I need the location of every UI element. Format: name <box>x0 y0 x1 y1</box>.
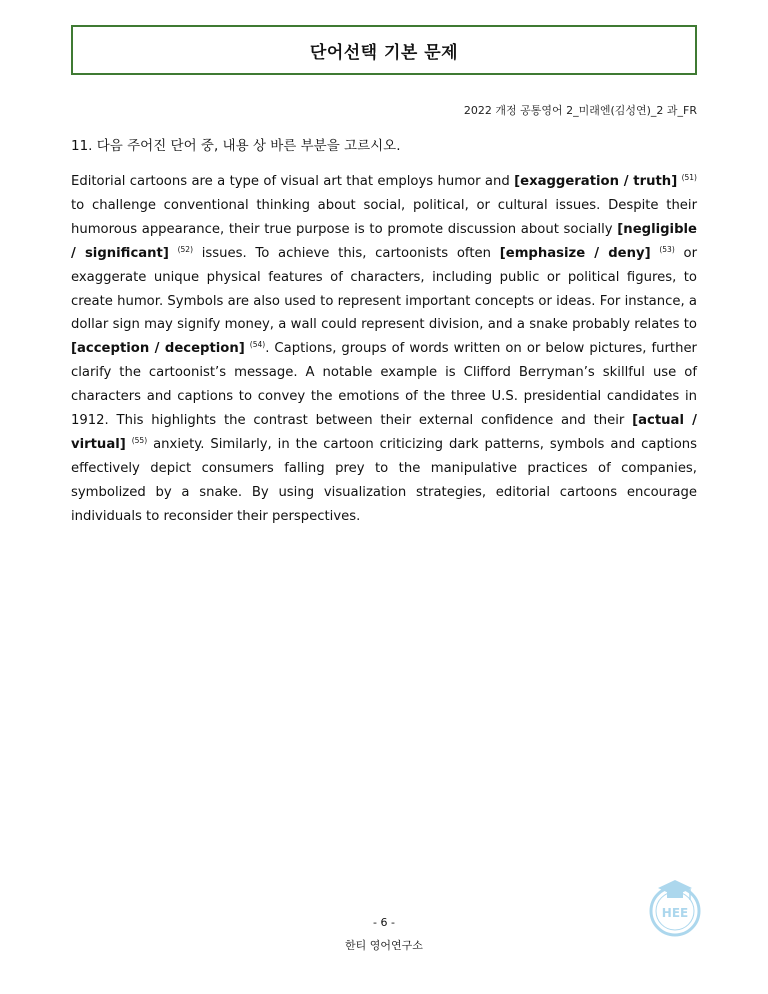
choice-53: [emphasize / deny] <box>499 245 651 261</box>
choice-number-54: (54) <box>249 340 266 350</box>
hee-logo <box>646 876 704 938</box>
passage-text-6: anxiety. Similarly, in the cartoon criticizing dark patterns, symbols and captions effectively depict consumers falling prey to the manipulative practices of companies, symbolized by a snake. By using visualization strategies, editorial cartoons encourage individuals to reconsider their perspectives. <box>71 436 697 524</box>
choice-number-53: (53) <box>659 244 675 254</box>
choice-54: [acception / deception] <box>71 341 245 357</box>
choice-52: [negligible / significant] <box>71 221 697 261</box>
question-prompt: 11. 다음 주어진 단어 중, 내용 상 바른 부분을 고르시오. <box>71 138 401 154</box>
document-subtitle: 2022 개정 공통영어 2_미래엔(김성연)_2 과_FR <box>463 104 697 117</box>
passage-text-4: or exaggerate unique physical features of characters, including public or political figures, to create humor. Symbols are also used to represent important concepts or ideas. For instance, a dollar sign may signify money, a wall could represent division, and a snake probably relates to <box>71 245 697 333</box>
passage-text-3: issues. To achieve this, cartoonists often <box>193 245 500 261</box>
choice-number-55: (55) <box>131 435 148 445</box>
passage-text-5: . Captions, groups of words written on or below pictures, further clarify the cartoonist’s message. A notable example is Clifford Berryman’s skillful use of characters and captions to convey the emotions of the three U.S. presidential candidates in 1912. This highlights the contrast between their external confidence and their <box>71 341 697 429</box>
graduation-cap-icon <box>658 880 692 900</box>
logo-text: HEE <box>661 906 689 920</box>
choice-number-52: (52) <box>177 244 194 254</box>
choice-55: [actual / virtual] <box>71 413 697 452</box>
passage-text-2: to challenge conventional thinking about social, political, or cultural issues. Despite their humorous appearance, their true purpose is to promote discussion about socially <box>71 197 697 237</box>
page-title: 단어선택 기본 문제 <box>309 42 459 63</box>
choice-51: [exaggeration / truth] <box>514 174 678 189</box>
passage-text-1: Editorial cartoons are a type of visual art that employs humor and <box>71 174 515 189</box>
footer-organization: 한티 영어연구소 <box>345 939 423 952</box>
title-box <box>71 25 697 75</box>
passage <box>71 170 697 529</box>
page-number: - 6 - <box>373 916 395 929</box>
choice-number-51: (51) <box>681 173 697 182</box>
